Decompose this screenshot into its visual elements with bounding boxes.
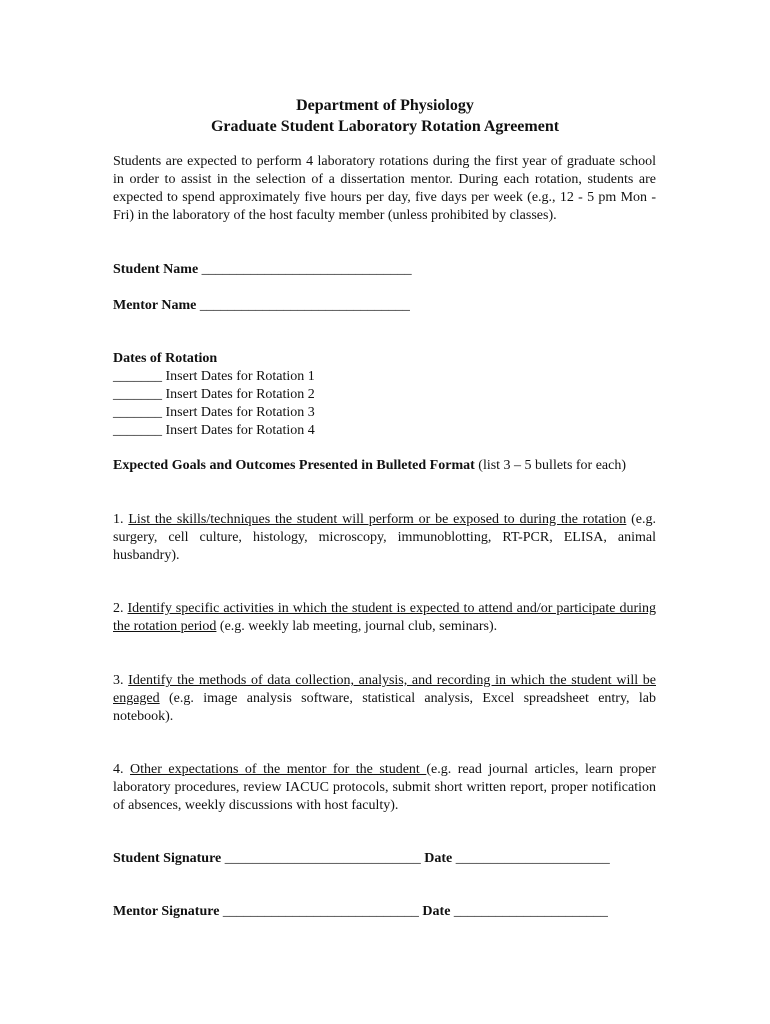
goal-item-2	[113, 600, 656, 636]
goal-item-3	[113, 672, 656, 726]
rotation-label: Insert Dates for Rotation 2	[162, 387, 315, 402]
rotation-item	[113, 386, 656, 404]
goal-number: 3.	[113, 673, 129, 688]
rotation-label: Insert Dates for Rotation 4	[162, 423, 315, 438]
goal-detail-text: (e.g. image analysis software, statistical analysis, Excel spreadsheet entry, lab notebook).	[113, 691, 656, 724]
student-signature-label: Student Signature	[113, 851, 222, 866]
goal-item-1	[113, 511, 656, 565]
mentor-signature-field	[113, 903, 673, 921]
rotation-blank: _______	[113, 405, 162, 420]
goal-item-4	[113, 761, 656, 815]
goal-number: 2.	[113, 601, 128, 616]
rotation-label: Insert Dates for Rotation 3	[162, 405, 315, 420]
rotation-section	[113, 350, 656, 440]
goals-note: (list 3 – 5 bullets for each)	[474, 458, 627, 473]
student-signature-field	[113, 850, 673, 868]
student-date-line: ______________________	[452, 851, 610, 866]
intro-paragraph: Students are expected to perform 4 laboratory rotations during the first year of graduate school in order to assist in the selection of a dissertation mentor. During each rotation, students are expected to spend approximately five hours per day, five days per week (e.g., 12 - 5 pm Mon - Fri) in the laboratory of the host faculty member (unless prohibited by classes).	[113, 154, 656, 223]
mentor-signature-line: ____________________________	[219, 904, 423, 919]
goal-underlined-text: Identify the methods of data collection, analysis, and recording in which the student will be engaged	[113, 673, 656, 706]
rotation-item	[113, 422, 656, 440]
document-title: Graduate Student Laboratory Rotation Agreement	[210, 118, 560, 135]
student-name-field	[113, 261, 656, 279]
goal-detail-text: (e.g. surgery, cell culture, histology, microscopy, immunoblotting, RT-PCR, ELISA, animal husbandry).	[113, 512, 656, 563]
mentor-name-line: ______________________________	[199, 298, 410, 313]
goal-detail-text: (e.g. weekly lab meeting, journal club, seminars).	[216, 619, 498, 634]
rotation-item	[113, 404, 656, 422]
rotation-heading: Dates of Rotation	[113, 351, 218, 366]
student-name-line: ______________________________	[201, 262, 412, 277]
mentor-name-label: Mentor Name	[113, 298, 197, 313]
goal-underlined-text: Other expectations of the mentor for the student	[130, 762, 427, 777]
goal-number: 4.	[113, 762, 131, 777]
goals-heading-paragraph	[113, 457, 656, 475]
goal-underlined-text: List the skills/techniques the student will perform or be exposed to during the rotation	[128, 512, 627, 527]
rotation-blank: _______	[113, 369, 162, 384]
department-heading: Department of Physiology	[296, 97, 474, 114]
student-signature-line: ____________________________	[221, 851, 425, 866]
rotation-label: Insert Dates for Rotation 1	[162, 369, 315, 384]
goal-number: 1.	[113, 512, 129, 527]
rotation-item	[113, 368, 656, 386]
rotation-blank: _______	[113, 423, 162, 438]
mentor-signature-label: Mentor Signature	[113, 904, 220, 919]
goal-underlined-text: Identify specific activities in which the student is expected to attend and/or participate during the rotation period	[113, 601, 657, 634]
student-name-label: Student Name	[113, 262, 199, 277]
mentor-name-field	[113, 297, 656, 315]
student-date-label: Date	[424, 851, 453, 866]
mentor-date-line: ______________________	[450, 904, 608, 919]
goal-detail-text: (e.g. read journal articles, learn proper laboratory procedures, review IACUC protocols, submit short written report, proper notification of absences, weekly discussions with host faculty).	[113, 762, 657, 813]
goals-heading: Expected Goals and Outcomes Presented in Bulleted Format	[113, 458, 475, 473]
mentor-date-label: Date	[422, 904, 451, 919]
rotation-blank: _______	[113, 387, 162, 402]
